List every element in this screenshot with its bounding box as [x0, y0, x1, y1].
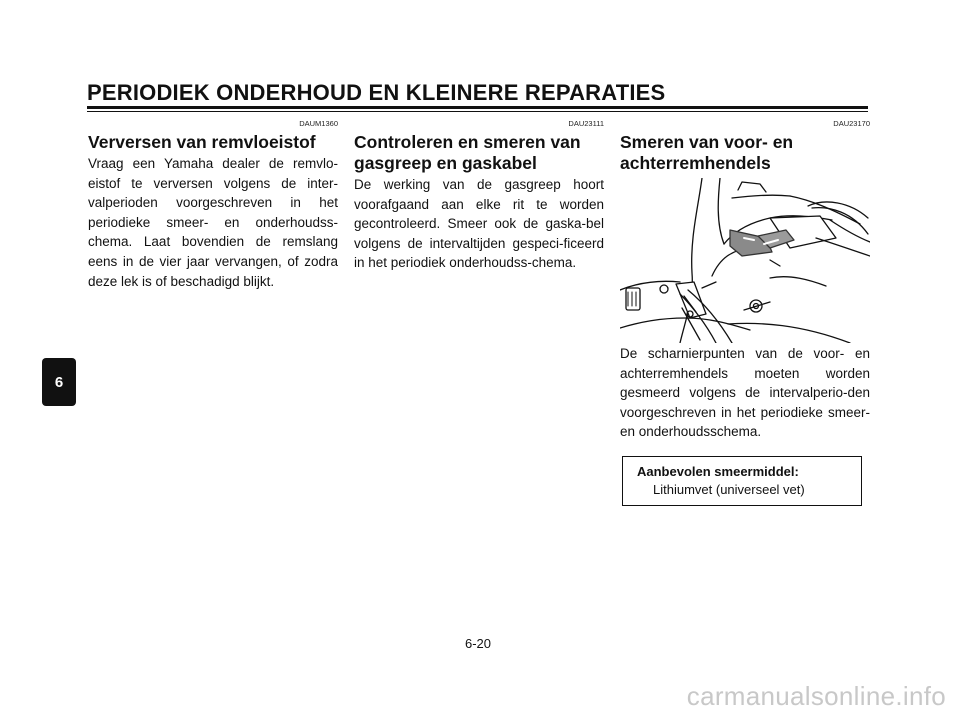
- section-code: DAU23170: [833, 119, 870, 128]
- header-rule: [87, 106, 868, 109]
- lubricant-title: Aanbevolen smeermiddel:: [637, 464, 799, 479]
- section-code: DAU23111: [568, 119, 604, 128]
- lubricant-value: Lithiumvet (universeel vet): [653, 482, 805, 497]
- watermark: carmanualsonline.info: [686, 681, 946, 711]
- chapter-tab: [42, 358, 76, 406]
- section-body: De werking van de gasgreep hoort voorafgaand aan elke rit te worden gecontroleerd. Smeer ook de gaska-bel volgens de intervaltijden gespeci-ficeerd in het periodiek onderhoudss-chema.: [354, 177, 604, 271]
- section-body: De scharnierpunten van de voor- en achterremhendels moeten worden gesmeerd volgens de intervalperio-den voorgeschreven in het periodieke smeer- en onderhoudsschema.: [620, 346, 870, 440]
- recommended-lubricant-box: [622, 456, 862, 506]
- section-title: Verversen van remvloeistof: [88, 132, 316, 152]
- section-title: Controleren en smeren van gasgreep en gaskabel: [354, 132, 581, 173]
- page-number: 6-20: [464, 636, 492, 651]
- section-code: DAUM1360: [299, 119, 338, 128]
- page-header-title: PERIODIEK ONDERHOUD EN KLEINERE REPARATIES: [87, 80, 666, 105]
- section-title: Smeren van voor- en achterremhendels: [620, 132, 794, 173]
- section-body: Vraag een Yamaha dealer de remvlo-eistof te verversen volgens de inter-valperioden voorgeschreven in het periodieke smeer- en onderhoudss-chema. Laat bovendien de remslang eens in de vier jaar vervangen, of zodra deze lek is of beschadigd blijkt.: [88, 156, 338, 289]
- brake-lever-lubrication-illustration: [620, 178, 870, 343]
- header-rule-thin: [87, 111, 868, 112]
- section-throttle: [354, 118, 604, 273]
- section-brake-fluid: [88, 118, 338, 291]
- chapter-number: 6: [54, 373, 64, 391]
- section-brake-levers: [620, 118, 870, 442]
